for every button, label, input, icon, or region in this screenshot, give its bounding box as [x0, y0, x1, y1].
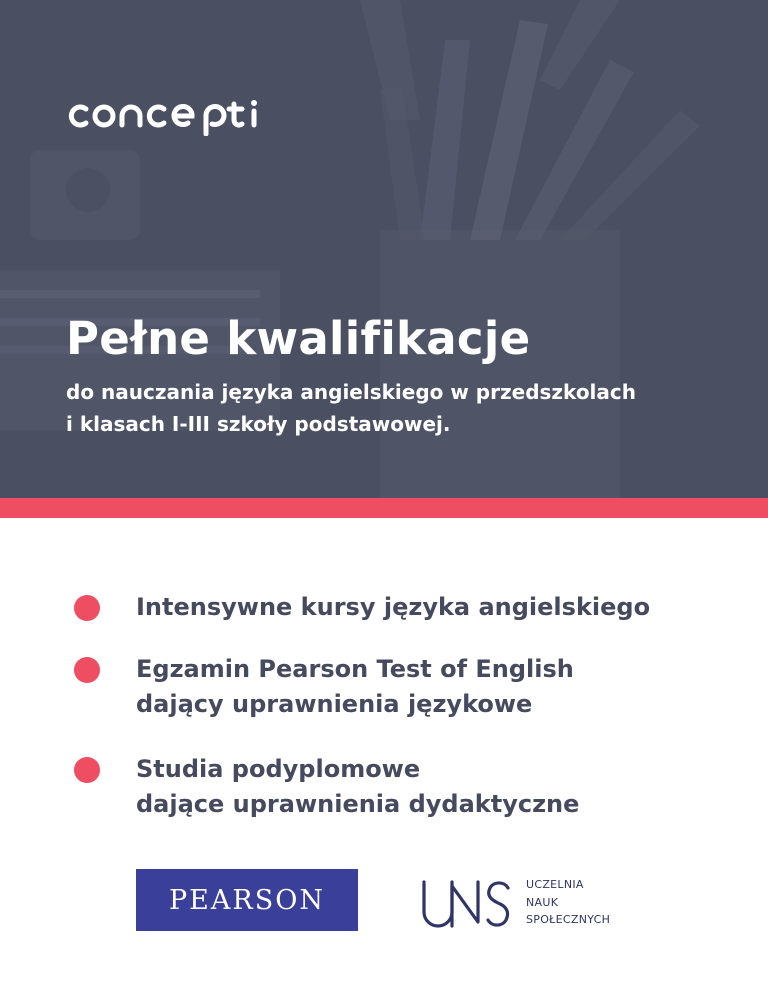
concepti-logo-mark — [66, 96, 296, 136]
subtitle-line: do nauczania języka angielskiego w przedszkolach — [66, 380, 636, 404]
bullet-dot-icon — [74, 657, 100, 683]
feature-text — [136, 752, 716, 822]
feature-line: Studia podyplomowe — [136, 755, 421, 783]
uns-logo — [420, 874, 640, 934]
uns-logo-wordmark — [526, 876, 610, 929]
feature-line: Egzamin Pearson Test of English — [136, 655, 574, 683]
uns-logo-mark — [420, 878, 512, 930]
uns-line: UCZELNIA — [526, 878, 584, 891]
page-subtitle — [66, 376, 706, 440]
accent-divider — [0, 498, 768, 518]
page-title: Pełne kwalifikacje — [66, 312, 531, 365]
uns-line: SPOŁECZNYCH — [526, 913, 611, 926]
feature-line: Intensywne kursy języka angielskiego — [136, 593, 651, 621]
feature-line: dające uprawnienia dydaktyczne — [136, 790, 580, 818]
feature-line: dający uprawnienia językowe — [136, 690, 533, 718]
subtitle-line: i klasach I-III szkoły podstawowej. — [66, 412, 451, 436]
feature-text — [136, 590, 716, 625]
concepti-logo — [66, 96, 296, 136]
bullet-dot-icon — [74, 757, 100, 783]
uns-line: NAUK — [526, 895, 559, 909]
feature-text — [136, 652, 716, 722]
bullet-dot-icon — [74, 595, 100, 621]
uns-monogram-icon — [420, 878, 512, 930]
pearson-logo-text: PEARSON — [169, 884, 325, 916]
pearson-logo — [136, 869, 358, 931]
